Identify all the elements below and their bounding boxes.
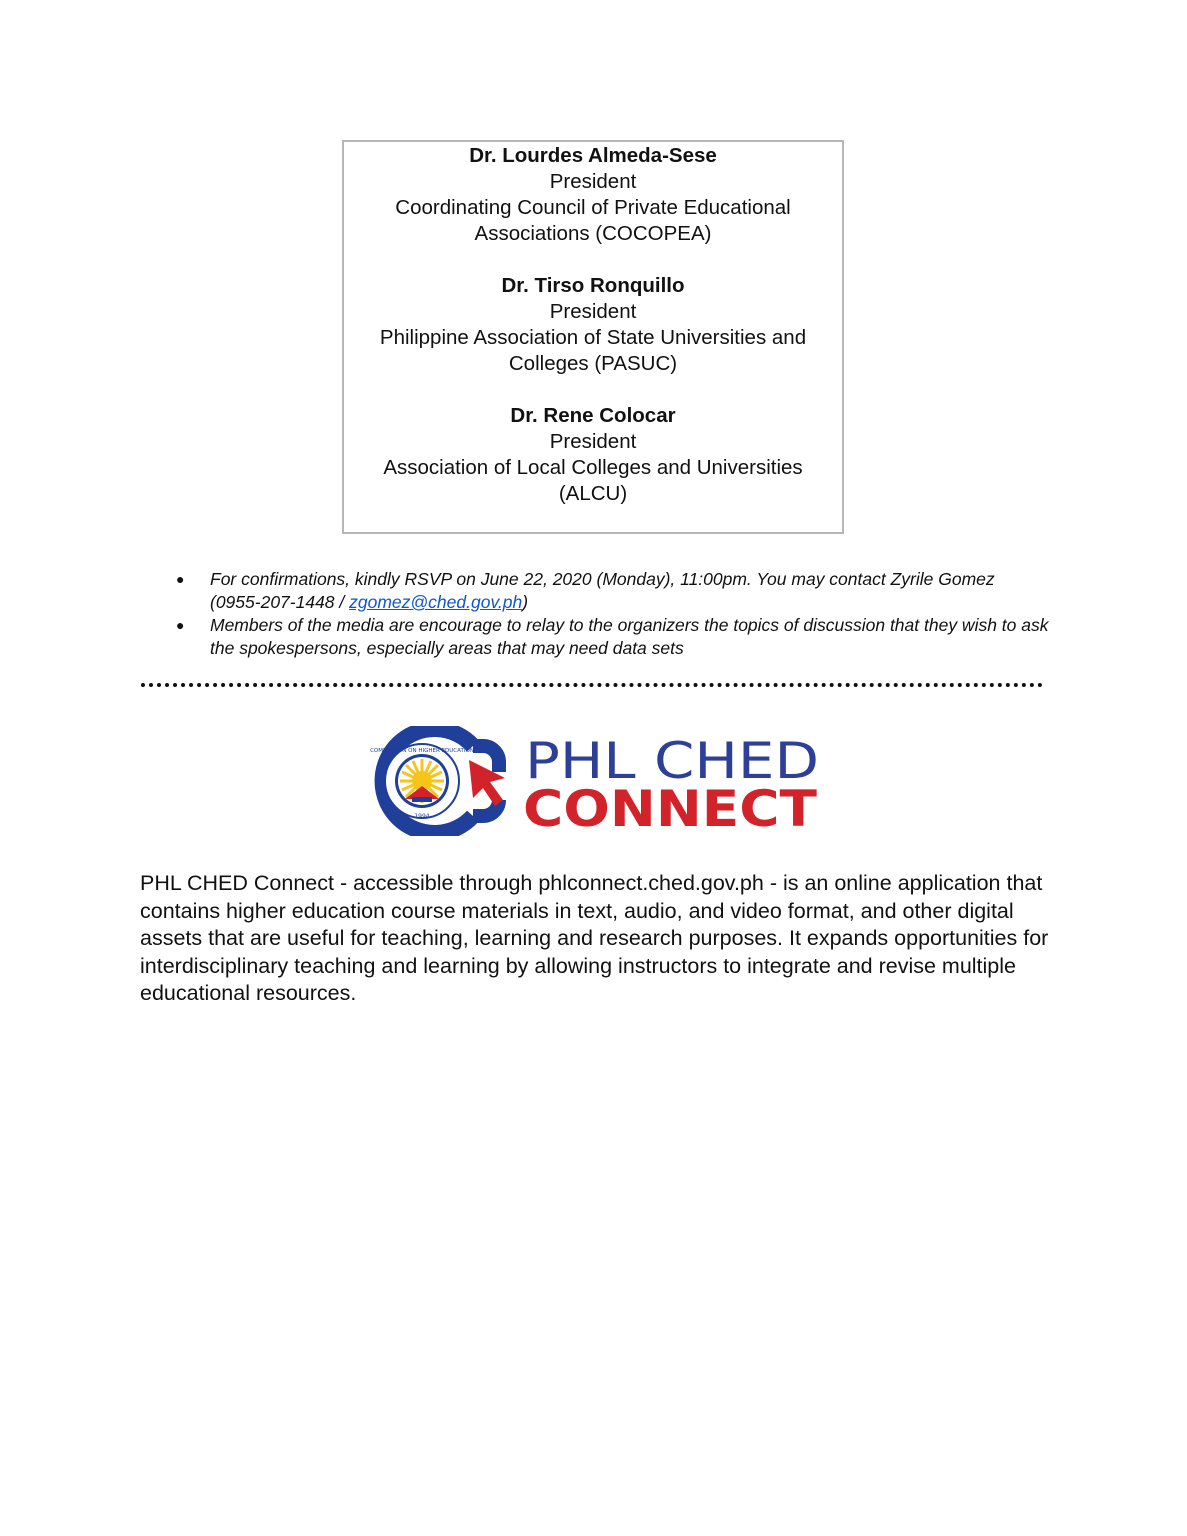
speaker-organization: Association of Local Colleges and Universities [383,456,803,479]
speaker-organization: Philippine Association of State Universities and [379,326,807,349]
dotted-separator [141,683,1043,687]
description-paragraph: PHL CHED Connect - accessible through phlconnect.ched.gov.ph - is an online application that contains higher education course materials in text, audio, and video format, and other digital assets that are useful for teaching, learning and research purposes. It expands opportunities for interdisciplinary teaching and learning by allowing instructors to integrate and revise multiple educational resources. [140,871,1049,1005]
seal-text: COMMISSION ON HIGHER EDUCATION [370,748,474,754]
speaker-name: Dr. Lourdes Almeda-Sese [469,144,717,167]
speaker-title: President [549,300,637,323]
rsvp-note [170,568,1050,614]
phl-ched-connect-logo [365,726,825,836]
speaker-organization-continued: Associations (COCOPEA) [474,222,712,245]
bullet-icon: ● [176,571,185,587]
rsvp-email-link[interactable]: zgomez@ched.gov.ph [349,592,523,612]
speaker-name: Dr. Rene Colocar [510,404,676,427]
speakers-box [342,140,844,534]
speaker-title: President [549,170,637,193]
media-text: Members of the media are encourage to relay to the organizers the topics of discussion that they wish to ask the spokespersons, especially areas that may need data sets [210,615,1049,658]
speaker-organization: Coordinating Council of Private Educational [395,196,791,219]
speaker-organization-continued: (ALCU) [558,482,628,505]
media-note [170,614,1050,660]
logo-line-1: PHL CHED [525,732,819,790]
seal-icon [385,744,459,818]
speaker-block [344,143,842,247]
rsvp-close-paren: ) [522,592,529,612]
seal-year: 1994 [414,813,430,820]
speaker-organization-continued: Colleges (PASUC) [508,352,678,375]
speaker-name: Dr. Tirso Ronquillo [501,274,685,297]
notes-list [170,568,1050,660]
speaker-block [344,273,842,377]
bullet-icon: ● [176,617,185,633]
speaker-title: President [549,430,637,453]
logo-line-2: CONNECT [523,780,817,836]
rsvp-text: For confirmations, kindly RSVP on June 22, 2020 (Monday), 11:00pm. You may contact Zyrile Gomez (0955-207-1448 / [210,569,995,612]
speaker-block [344,403,842,507]
